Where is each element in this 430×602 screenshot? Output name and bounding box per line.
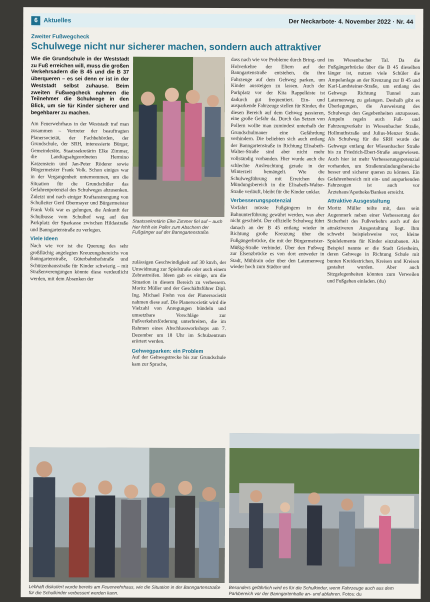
column-1	[29, 56, 129, 441]
photo-group-discussion	[29, 447, 226, 583]
column-2	[131, 260, 226, 445]
page-header	[31, 13, 415, 29]
caption-bottom-right-text: Besonders gefährlich wird es für die Schulkinder, wenn Fahrzeuge auch aus dem Parkbereich vor der Banngartenhalle an- und abfahren.	[228, 585, 394, 597]
column-2-text: zulässigen Geschwindigkeit auf 30 km/h, der Umwidmung zur Spielstraße oder auch einem Zebrastreifen. Ideen gab es einige, um die Situation in diesem Bereich zu verbessern. Moritz Müller und der Geschäftsführer Dipl. Ing. Michael Frehn von der Planersocietät nahmen diese auf. Die Planersocietät wird die Vielzahl von Anregungen bündeln und umsetzbare Vorschläge zur Fußverkehrsförderung unterbreiten, die im Rahmen eines Abschlussworkshops am 7. Dezember um 18 Uhr im Schulzentrum erörtert werden.	[131, 259, 227, 345]
column-2-text-2: Auf der Gehwegstrecke bis zur Grundschule kam zur Sprache,	[131, 354, 226, 368]
newspaper-page	[21, 7, 424, 599]
column-1-text-2: Nach wie vor ist die Querung des sehr großflächig angelegten Kreuzungsbereichs von Banngartenstraße, Güterbahnhofstraße und Schützenhausstraße für Kinder schwierig – mit Straßenverengungen könnte diese verdeutlicht werden, mit dem Absenken der	[30, 243, 129, 283]
caption-bottom-right	[229, 585, 419, 597]
column-4-text-2: Moritz Müller teilte mit, dass sein Augenmerk neben einer Verbesserung der Sicherheit des Fußverkehrs auch auf der attraktiveren Ausgestaltung liegt. Ihm schwebt beispielsweise vor, kleine Spielelemente für Kinder einzubauen. Als Beispiel nannte er die Stadt Griesheim, deren Gehwege in Richtung Schule mit bunten Kreidestrichen, Kreisen und Kreisen gestaltet wurden. Aber auch Sitzgelegenheiten könnten zum Verweilen und Fußgehen einladen. (du)	[327, 205, 420, 285]
column-4	[326, 57, 420, 427]
issue-info: Der Neckarbote· 4. November 2022 · Nr. 44	[288, 17, 414, 26]
column-1-text: Am Feuerwehrhaus in der Weststadt traf man zusammen – Vertreter der beauftragten Planersocietät, der Fachbehörden, der Grundschule, der SRH, interessierte Bürger, Gemeinderäte, Staatssekretärin Elke Zimmer, die Landtagsabgeordneten Hermino Katzenstein und Jan-Peter Röderer sowie Bürgermeister Frank Volk. Schon einiges war in der Vergangenheit unternommen, um die Situation für die Grundschüler das Gefahrenpotenzial des Schulweges abzusenken. Zuletzt und nach einiger Kraftanstrengung von Schulleiter Gerd Obermayer und Bürgermeister Frank Volk war es gelungen, die Ankunft der Schulbusse vom Schulhof weg auf den Parkplatz der Sparkasse zwischen Hildastraße und Banngartenstraße zu verlegen.	[30, 121, 129, 234]
article-kicker: Zweiter Fußwegcheck	[31, 34, 90, 41]
page-number: 6	[31, 16, 40, 25]
article-lead: Wie die Grundschule in der Weststadt zu Fuß erreichen will, muss die großen Verkehrsadern die B 45 und die B 37 überqueren – es sei denn er ist in der Weststadt selbst zuhause. Beim zweiten Fußwegcheck nahmen die Teilnehmer die Schulwege in den Blick, um sie für Kinder sicherer und begehbarer zu machen.	[30, 56, 130, 117]
column-4-text: ins Wiesenbacher Tal. Da die Fußgängerbrücke über die B 45 dieselben länger ist, nutzen viele Schüler die Ampelanlage an der Kreuzung zur B 45 und Karl-Landsteiner-Straße, um entlang des Gehwegs Richtung Tunnel zum Laternenweg zu gelangen. Deshalb gibt es Überlegungen, die Ausweisung des Schulwegs den Gegebenheiten anzupassen. Ampeln regeln auch Fuß- und Fahrzeugverkehr in Wiesenbacher Straße, Hollmuthstraße und Julius-Menzer Straße. Als Schulweg für die SRH wurde der Gehwege entlang der Wiesenbacher Straße bis zu Friedrich-Ebert-Straße ausgewiesen. Auch hier ist mehr Verbesserungspotenzial vorhanden, um Straßenmündungsbereiche besser und sicherer queren zu können. Ein Gefahrenbereich mit ein- und ausparkenden Fahrzeugen ist auch vor Ärztehaus/Apotheke/Banken erreicht.	[327, 57, 421, 196]
column-3	[229, 57, 325, 427]
section-title: Aktuelles	[43, 16, 72, 24]
photo-credit: Fotos: du	[342, 591, 362, 597]
subheading-attraktive-ausgestaltung: Attraktive Ausgestaltung	[327, 198, 390, 206]
subheading-gehwegparken: Gehwegparken: ein Problem	[131, 348, 204, 355]
photo-zimmer-poller	[132, 57, 225, 217]
subheading-verbesserungspotenzial: Verbesserungspotenzial	[230, 198, 292, 205]
article-headline: Schulwege nicht nur sicherer machen, sondern auch attraktiver	[31, 41, 322, 54]
column-3-text: dass nach wie vor Probleme durch Bring- und Holverkehre der Eltern auf der Banngartenstraße entstehen, die ihre Fahrzeuge auf dem Gehweg parken, um Kinder aussteigen zu lassen. Auch der Parkplatz vor der Kita Rappelkiste ist dadurch gut frequentiert. Ein- und ausparkende Fahrzeuge stellen für Kinder, die diesen Bereich auf dem Gehweg passieren, eine große Gefahr da. Durch das Setzen von Pollern wollte man zumindest unterhalb der Grundschulmauer eine Gefährdung verhindern. Die beliebten sich auch entlang der Banngartenstraße in Richtung Elisabeth-Walter-Straße sind aber nicht mehr vollständig vorhanden. Hier wurde auch die schlechte Ausleuchtung gerade in der Winterzeit bemängelt. Wie die Schulwegführung mit Erreichen des Mündungsbereich in die Elisabeth-Walter-Straße verläuft, bleibt für die Kinder unklar.	[230, 57, 326, 196]
column-3-text-2: Vorfahrt müsste Fußgängern in der Bahnunterführung gewährt werden, was aber nicht geschieht. Der offizielle Schulweg führt danach an der B 45 entlang wieder in Richtung große Kreuzung über die Fußgängerbrücke, die mit der Bürgermeister-Müßig-Straße verbindet. Über den Fußweg zur Elsenzbrücke es von dort entweder in Stadt, Mühlrain oder über den Latemenweg wieder hoch zum Städtor und	[230, 205, 325, 271]
photo-parking-area	[229, 433, 420, 584]
caption-bottom-left: Lebhaft diskutiert wurde bereits am Feuerwehrhaus, wie die Situation in der Banngartenstraße für die Schulkinder verbessert werden kann.	[28, 584, 221, 596]
subheading-viele-ideen: Viele Ideen	[30, 236, 58, 243]
caption-top-photo: Staatssekretärin Elke Zimmer fiel auf – auch hier fehlt ein Poller zum Abschern der Fußgänger auf der Banngartenstraße.	[132, 218, 223, 236]
